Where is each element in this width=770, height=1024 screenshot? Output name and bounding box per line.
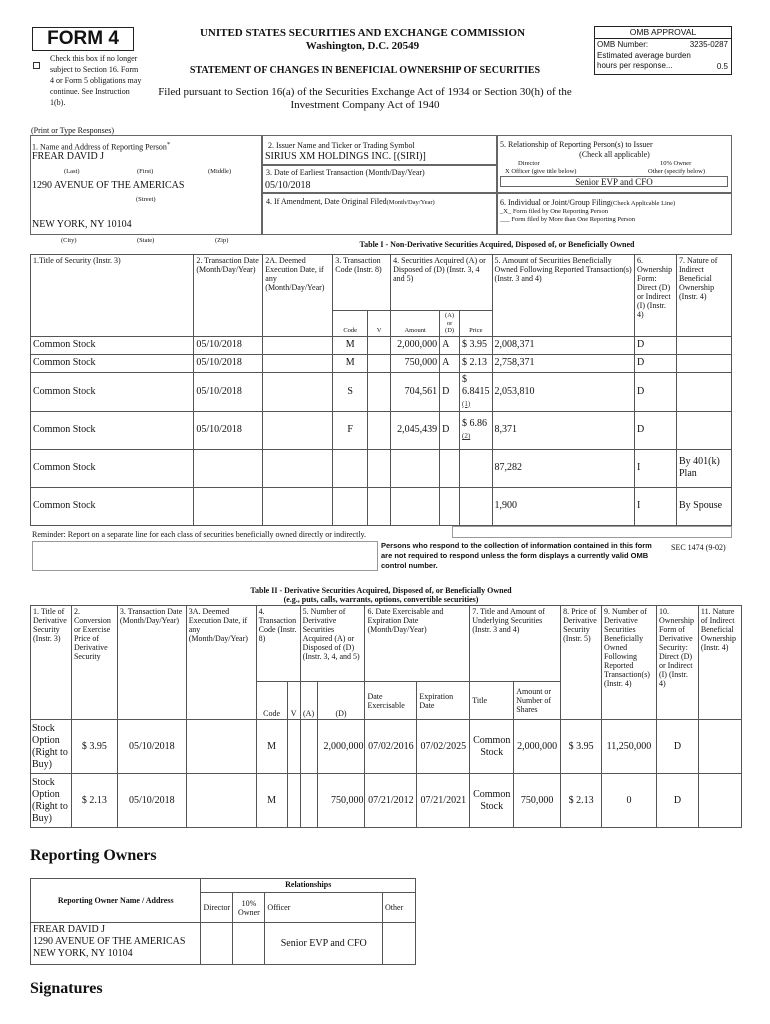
t1-price bbox=[460, 411, 493, 449]
t2-exp: 07/02/2025 bbox=[417, 720, 470, 774]
table1-title: Table I - Non-Derivative Securities Acquired, Disposed of, or Beneficially Owned bbox=[359, 240, 635, 249]
t1-owned: 87,282 bbox=[492, 449, 634, 487]
t2-h-dates: 6. Date Exercisable and Expiration Date (Month/Day/Year) bbox=[365, 606, 470, 682]
t1-amount bbox=[391, 449, 440, 487]
omb-number-label: OMB Number: bbox=[597, 40, 649, 49]
t2-deemed bbox=[186, 774, 256, 828]
table1-row bbox=[31, 336, 732, 354]
t1-title: Common Stock bbox=[31, 449, 194, 487]
t1-owned: 2,008,371 bbox=[492, 336, 634, 354]
box3-label: 3. Date of Earliest Transaction (Month/Day/Year) bbox=[266, 168, 425, 177]
t1-h-deemed: 2A. Deemed Execution Date, if any (Month/Day/Year) bbox=[263, 255, 333, 337]
t2-h-price: 8. Price of Derivative Security (Instr. 5) bbox=[561, 606, 602, 720]
form-label-box bbox=[32, 27, 134, 51]
agency-line1: UNITED STATES SECURITIES AND EXCHANGE COMMISSION bbox=[199, 27, 526, 39]
reporting-person-name: FREAR DAVID J bbox=[32, 151, 105, 162]
t1-price bbox=[460, 336, 493, 354]
t1-aord: A bbox=[440, 354, 460, 372]
t1-price bbox=[460, 354, 493, 372]
t1-nature: By Spouse bbox=[677, 487, 732, 525]
owners-col-other: Other bbox=[383, 893, 416, 923]
box5-sub: (Check all applicable) bbox=[579, 150, 650, 159]
statement-title: STATEMENT OF CHANGES IN BENEFICIAL OWNERSHIP OF SECURITIES bbox=[189, 65, 541, 76]
owners-relationships: Relationships bbox=[201, 879, 416, 893]
t1-code: M bbox=[333, 354, 368, 372]
t1-h-nature: 7. Nature of Indirect Beneficial Ownership (Instr. 4) bbox=[677, 255, 732, 337]
signatures-heading: Signatures bbox=[30, 980, 103, 997]
t1-form: D bbox=[635, 336, 677, 354]
owners-col-name: Reporting Owner Name / Address bbox=[31, 879, 201, 923]
t2-title: Stock Option (Right to Buy) bbox=[31, 774, 72, 828]
t2-u-amount: 750,000 bbox=[514, 774, 561, 828]
t1-v bbox=[368, 487, 391, 525]
footnote-link[interactable]: (2) bbox=[462, 432, 471, 440]
t2-a bbox=[300, 720, 317, 774]
t1-v bbox=[368, 354, 391, 372]
box4-label: 4. If Amendment, Date Original Filed bbox=[266, 197, 387, 206]
t2-h-title: 1. Title of Derivative Security (Instr. 3) bbox=[31, 606, 72, 720]
box4-sub: (Month/Day/Year) bbox=[386, 199, 435, 206]
form-label: FORM 4 bbox=[47, 28, 119, 49]
persons-notice: Persons who respond to the collection of information contained in this form are not required to respond unless the form displays a currently valid OMB control number. bbox=[381, 541, 652, 570]
label-street: (Street) bbox=[136, 196, 156, 203]
box1-label: 1. Name and Address of Reporting Person bbox=[32, 142, 167, 152]
t1-owned: 2,758,371 bbox=[492, 354, 634, 372]
t1-title: Common Stock bbox=[31, 487, 194, 525]
t1-aord bbox=[440, 487, 460, 525]
omb-burden-label: Estimated average burden hours per response... bbox=[597, 51, 691, 70]
t2-h-u-title: Title bbox=[470, 682, 514, 720]
t2-code: M bbox=[256, 720, 287, 774]
t1-v bbox=[368, 336, 391, 354]
agency-line2: Washington, D.C. 20549 bbox=[305, 40, 420, 52]
label-middle: (Middle) bbox=[208, 168, 232, 175]
t1-deemed bbox=[263, 449, 333, 487]
t1-price-value: $ 6.86 bbox=[462, 418, 488, 429]
table2-row bbox=[31, 720, 742, 774]
t2-h-code: 4. Transaction Code (Instr. 8) bbox=[256, 606, 300, 682]
t1-code: S bbox=[333, 372, 368, 411]
t1-v bbox=[368, 449, 391, 487]
omb-burden: 0.5 bbox=[716, 62, 728, 71]
filing-opt2: ___ Form filed by More than One Reporting Person bbox=[500, 216, 636, 223]
t2-h-exp: Expiration Date bbox=[417, 682, 470, 720]
owner-city: NEW YORK, NY 10104 bbox=[33, 948, 133, 959]
persons-left-box bbox=[32, 541, 378, 571]
t2-date: 05/10/2018 bbox=[117, 720, 186, 774]
t2-v bbox=[287, 720, 300, 774]
filed-pursuant: Filed pursuant to Section 16(a) of the Securities Exchange Act of 1934 or Section 30(h) of the Investment Company Act of 1940 bbox=[158, 86, 572, 111]
t2-price: $ 3.95 bbox=[561, 720, 602, 774]
table2 bbox=[30, 605, 742, 828]
t2-u-amount: 2,000,000 bbox=[514, 720, 561, 774]
t1-h-owned: 5. Amount of Securities Beneficially Owned Following Reported Transaction(s) (Instr. 3 and 4) bbox=[492, 255, 634, 337]
t1-deemed bbox=[263, 372, 333, 411]
t1-deemed bbox=[263, 487, 333, 525]
t1-amount: 750,000 bbox=[391, 354, 440, 372]
t2-exp: 07/21/2021 bbox=[417, 774, 470, 828]
t2-a bbox=[300, 774, 317, 828]
t2-h-date-ex: Date Exercisable bbox=[365, 682, 417, 720]
t1-amount: 2,000,000 bbox=[391, 336, 440, 354]
t1-form: I bbox=[635, 449, 677, 487]
t2-h-form: 10. Ownership Form of Derivative Security: Direct (D) or Indirect (I) (Instr. 4) bbox=[656, 606, 698, 720]
t1-aord: A bbox=[440, 336, 460, 354]
no-longer-subject-checkbox[interactable] bbox=[33, 56, 40, 74]
label-state: (State) bbox=[137, 237, 155, 244]
t1-amount: 2,045,439 bbox=[391, 411, 440, 449]
t1-amount bbox=[391, 487, 440, 525]
rel-officer: X Officer (give title below) bbox=[505, 168, 577, 175]
t1-code: F bbox=[333, 411, 368, 449]
table1-row bbox=[31, 411, 732, 449]
t2-code: M bbox=[256, 774, 287, 828]
label-last: (Last) bbox=[64, 168, 80, 175]
t1-form: D bbox=[635, 372, 677, 411]
owner-officer-title: Senior EVP and CFO bbox=[265, 923, 383, 965]
omb-title: OMB APPROVAL bbox=[595, 27, 731, 39]
owner-address bbox=[31, 923, 201, 965]
t2-h-conv: 2. Conversion or Exercise Price of Derivative Security bbox=[71, 606, 117, 720]
t1-title: Common Stock bbox=[31, 372, 194, 411]
table1-row bbox=[31, 372, 732, 411]
t1-date: 05/10/2018 bbox=[194, 411, 263, 449]
t1-date: 05/10/2018 bbox=[194, 336, 263, 354]
t1-aord: D bbox=[440, 411, 460, 449]
rel-director: Director bbox=[518, 160, 540, 167]
t2-date-ex: 07/02/2016 bbox=[365, 720, 417, 774]
t2-v bbox=[287, 774, 300, 828]
t1-code bbox=[333, 487, 368, 525]
t1-h-date: 2. Transaction Date (Month/Day/Year) bbox=[194, 255, 263, 337]
t1-owned: 1,900 bbox=[492, 487, 634, 525]
omb-approval-box bbox=[594, 26, 732, 75]
t1-h-aord: (A) or (D) bbox=[440, 311, 460, 337]
checkbox-text: Check this box if no longer subject to Section 16. Form 4 or Form 5 obligations may continue. See Instruction 1(b). bbox=[50, 54, 142, 107]
t1-deemed bbox=[263, 411, 333, 449]
t1-date: 05/10/2018 bbox=[194, 372, 263, 411]
box6-label: 6. Individual or Joint/Group Filing bbox=[500, 198, 611, 207]
reporting-owners-table bbox=[30, 878, 416, 965]
t2-h-code-sub: Code bbox=[256, 682, 287, 720]
rel-ten-pct: 10% Owner bbox=[660, 160, 692, 167]
t2-u-title: Common Stock bbox=[470, 720, 514, 774]
earliest-transaction-date: 05/10/2018 bbox=[265, 180, 311, 191]
officer-title: Senior EVP and CFO bbox=[575, 177, 653, 187]
t1-form: I bbox=[635, 487, 677, 525]
t2-form: D bbox=[656, 774, 698, 828]
box5-label: 5. Relationship of Reporting Person(s) to Issuer bbox=[500, 140, 653, 149]
t1-v bbox=[368, 372, 391, 411]
t1-title: Common Stock bbox=[31, 336, 194, 354]
issuer-name: SIRIUS XM HOLDINGS INC. [(SIRI)] bbox=[265, 151, 426, 162]
t1-nature: By 401(k) Plan bbox=[677, 449, 732, 487]
t2-h-nature: 11. Nature of Indirect Beneficial Ownership (Instr. 4) bbox=[698, 606, 741, 720]
t1-form: D bbox=[635, 354, 677, 372]
table1-row bbox=[31, 449, 732, 487]
filing-opt1: _X_ Form filed by One Reporting Person bbox=[500, 208, 608, 215]
table1-row bbox=[31, 354, 732, 372]
t1-owned: 8,371 bbox=[492, 411, 634, 449]
label-zip: (Zip) bbox=[215, 237, 229, 244]
box2-label: 2. Issuer Name and Ticker or Trading Symbol bbox=[268, 141, 415, 150]
t2-h-a: (A) bbox=[300, 682, 317, 720]
table2-title1: Table II - Derivative Securities Acquired, Disposed of, or Beneficially Owned bbox=[250, 586, 512, 595]
box6-sub: (Check Applicable Line) bbox=[610, 200, 676, 207]
t2-nature bbox=[698, 720, 741, 774]
t1-h-title: 1.Title of Security (Instr. 3) bbox=[31, 255, 194, 337]
t1-deemed bbox=[263, 354, 333, 372]
t1-nature bbox=[677, 336, 732, 354]
table2-row bbox=[31, 774, 742, 828]
sec-number: SEC 1474 (9-02) bbox=[671, 543, 726, 552]
t1-code bbox=[333, 449, 368, 487]
t1-h-v: V bbox=[368, 311, 391, 337]
t1-price bbox=[460, 487, 493, 525]
t2-d: 750,000 bbox=[317, 774, 365, 828]
owner-street: 1290 AVENUE OF THE AMERICAS bbox=[33, 936, 186, 947]
t1-price-value: $ 6.8415 bbox=[462, 373, 490, 397]
t1-nature bbox=[677, 354, 732, 372]
t1-h-code: 3. Transaction Code (Instr. 8) bbox=[333, 255, 391, 311]
t1-date bbox=[194, 449, 263, 487]
t1-owned: 2,053,810 bbox=[492, 372, 634, 411]
t2-h-v: V bbox=[287, 682, 300, 720]
t1-aord: D bbox=[440, 372, 460, 411]
reminder-text: Reminder: Report on a separate line for each class of securities beneficially owned directly or indirectly. bbox=[32, 530, 367, 539]
t2-conv: $ 3.95 bbox=[71, 720, 117, 774]
t1-price bbox=[460, 449, 493, 487]
t1-code: M bbox=[333, 336, 368, 354]
owner-name: FREAR DAVID J bbox=[33, 924, 106, 935]
reporting-owners-heading: Reporting Owners bbox=[30, 847, 157, 864]
t1-h-form: 6. Ownership Form: Direct (D) or Indirect (I) (Instr. 4) bbox=[635, 255, 677, 337]
box1-footnote: * bbox=[166, 141, 171, 148]
t1-amount: 704,561 bbox=[391, 372, 440, 411]
t2-price: $ 2.13 bbox=[561, 774, 602, 828]
t2-owned: 11,250,000 bbox=[602, 720, 657, 774]
t1-deemed bbox=[263, 336, 333, 354]
t2-form: D bbox=[656, 720, 698, 774]
print-type: (Print or Type Responses) bbox=[31, 126, 115, 135]
owners-col-director: Director bbox=[201, 893, 233, 923]
owners-col-ten-pct: 10% Owner bbox=[233, 893, 265, 923]
reminder-blank-box bbox=[452, 526, 732, 538]
t2-h-owned: 9. Number of Derivative Securities Beneficially Owned Following Reported Transaction(s) (Instr. 4) bbox=[602, 606, 657, 720]
t1-aord bbox=[440, 449, 460, 487]
table1-row bbox=[31, 487, 732, 525]
city-value: NEW YORK, NY 10104 bbox=[32, 219, 132, 230]
t1-form: D bbox=[635, 411, 677, 449]
t2-conv: $ 2.13 bbox=[71, 774, 117, 828]
t2-title: Stock Option (Right to Buy) bbox=[31, 720, 72, 774]
t2-date-ex: 07/21/2012 bbox=[365, 774, 417, 828]
t2-h-deemed: 3A. Deemed Execution Date, if any (Month/Day/Year) bbox=[186, 606, 256, 720]
t2-h-date: 3. Transaction Date (Month/Day/Year) bbox=[117, 606, 186, 720]
officer-title-box bbox=[500, 176, 728, 187]
t1-h-price: Price bbox=[460, 311, 493, 337]
label-first: (First) bbox=[137, 168, 154, 175]
t2-d: 2,000,000 bbox=[317, 720, 365, 774]
label-city: (City) bbox=[61, 237, 77, 244]
t1-h-acquired: 4. Securities Acquired (A) or Disposed of (D) (Instr. 3, 4 and 5) bbox=[391, 255, 492, 311]
t1-nature bbox=[677, 411, 732, 449]
t1-h-amount: Amount bbox=[391, 311, 440, 337]
t2-owned: 0 bbox=[602, 774, 657, 828]
rel-other: Other (specify below) bbox=[648, 168, 706, 175]
t1-v bbox=[368, 411, 391, 449]
t1-title: Common Stock bbox=[31, 354, 194, 372]
t2-deemed bbox=[186, 720, 256, 774]
t2-nature bbox=[698, 774, 741, 828]
t1-h-code-sub: Code bbox=[333, 311, 368, 337]
street-value: 1290 AVENUE OF THE AMERICAS bbox=[32, 180, 185, 191]
t1-price bbox=[460, 372, 493, 411]
t1-date: 05/10/2018 bbox=[194, 354, 263, 372]
t1-nature bbox=[677, 372, 732, 411]
t2-h-d: (D) bbox=[317, 682, 365, 720]
owners-col-officer: Officer bbox=[265, 893, 383, 923]
footnote-link[interactable]: (1) bbox=[462, 399, 471, 408]
table1 bbox=[30, 254, 732, 526]
t1-title: Common Stock bbox=[31, 411, 194, 449]
t2-h-number: 5. Number of Derivative Securities Acquired (A) or Disposed of (D) (Instr. 3, 4, and 5) bbox=[300, 606, 365, 682]
t1-price-value: $ 2.13 bbox=[462, 357, 488, 368]
t1-price-value: $ 3.95 bbox=[462, 339, 488, 350]
t2-u-title: Common Stock bbox=[470, 774, 514, 828]
t2-date: 05/10/2018 bbox=[117, 774, 186, 828]
table2-title2: (e.g., puts, calls, warrants, options, convertible securities) bbox=[283, 595, 479, 604]
t2-h-underlying: 7. Title and Amount of Underlying Securities (Instr. 3 and 4) bbox=[470, 606, 561, 682]
t2-h-u-amount: Amount or Number of Shares bbox=[514, 682, 561, 720]
t1-date bbox=[194, 487, 263, 525]
omb-number: 3235-0287 bbox=[689, 40, 728, 49]
